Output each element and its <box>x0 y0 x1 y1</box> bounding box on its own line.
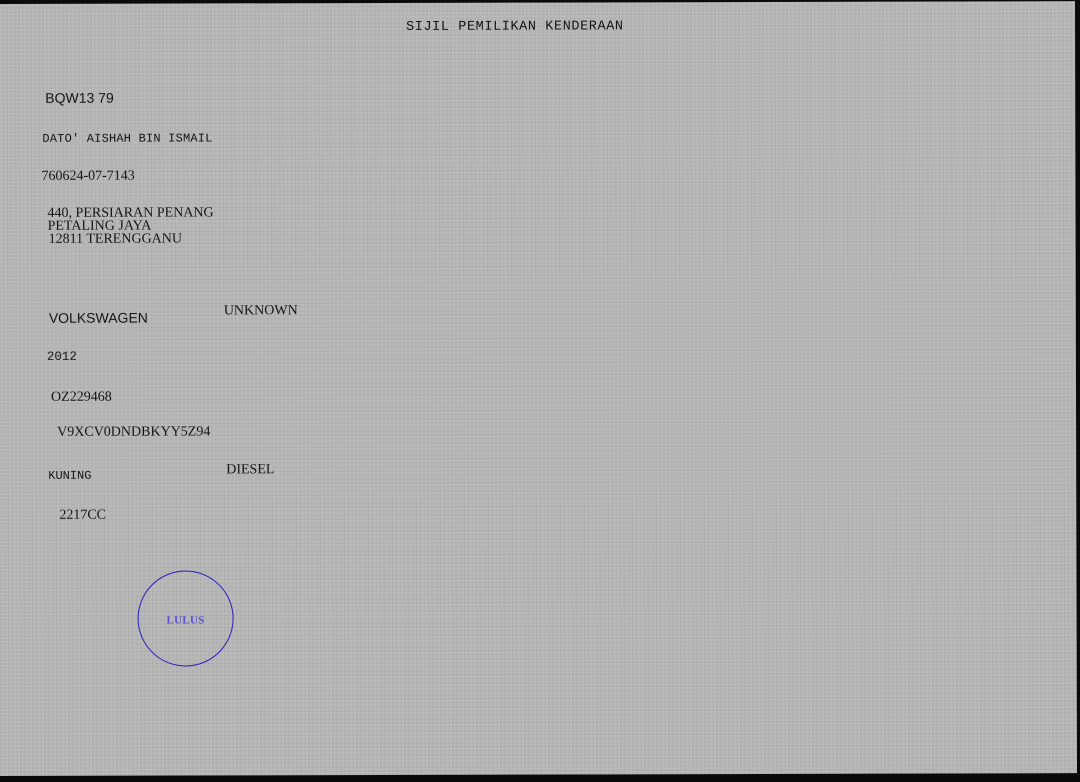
address-line-2: PETALING JAYA <box>47 218 152 234</box>
certificate-paper <box>0 1 1077 776</box>
approval-stamp <box>137 570 233 666</box>
vehicle-model: UNKNOWN <box>223 303 298 319</box>
engine-number: OZ229468 <box>51 389 112 405</box>
engine-capacity: 2217CC <box>59 507 107 523</box>
owner-name: DATO' AISHAH BIN ISMAIL <box>42 131 213 146</box>
registration-number: BQW13 79 <box>45 89 114 106</box>
address-line-1: 440, PERSIARAN PENANG <box>47 205 214 221</box>
stamp-label: LULUS <box>166 614 205 627</box>
address-line-3: 12811 TERENGGANU <box>48 231 183 247</box>
fuel-type: DIESEL <box>226 462 275 478</box>
vehicle-year: 2012 <box>46 349 77 364</box>
vehicle-colour: KUNING <box>48 468 92 483</box>
document-title: SIJIL PEMILIKAN KENDERAAN <box>406 19 624 35</box>
ic-number: 760624-07-7143 <box>41 168 135 184</box>
chassis-number: V9XCV0DNDBKYY5Z94 <box>57 424 211 440</box>
vehicle-make: VOLKSWAGEN <box>48 309 148 326</box>
